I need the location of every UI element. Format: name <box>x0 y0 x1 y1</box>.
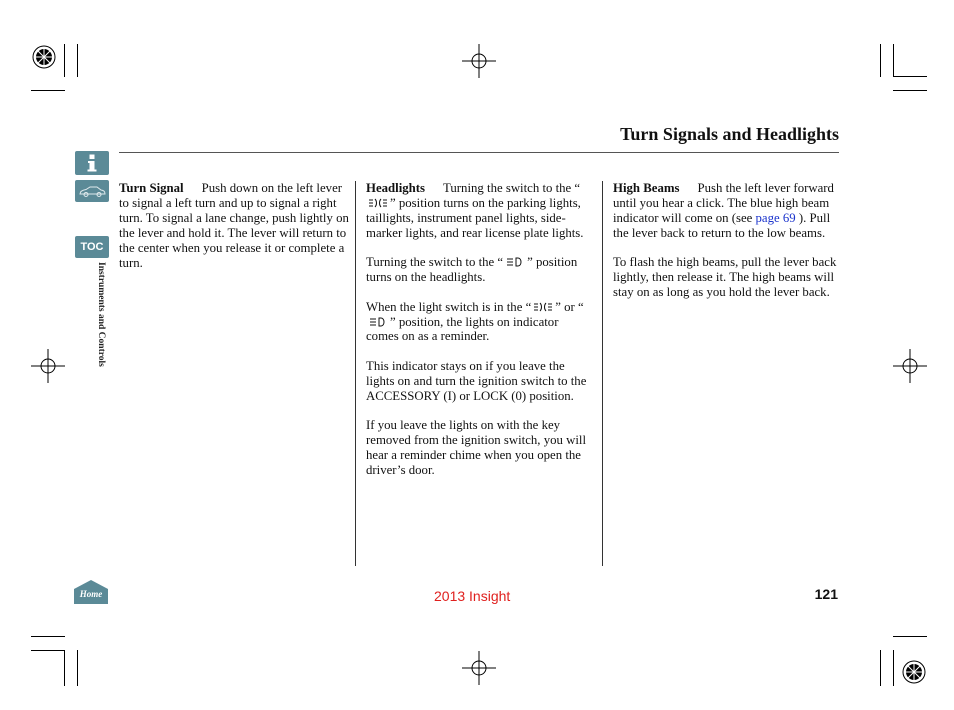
crop-mark <box>880 650 881 686</box>
home-button[interactable] <box>74 580 108 604</box>
high-beams-paragraph <box>613 181 839 241</box>
registration-starburst-icon <box>901 659 927 685</box>
info-button[interactable] <box>75 151 109 175</box>
high-beams-text: Push the left lever forward until you hear a click. The blue high beam indicator will come on (see <box>613 181 834 225</box>
column-divider <box>355 181 356 566</box>
headlights-text: ” or “ <box>555 299 584 314</box>
crop-mark <box>893 76 927 77</box>
headlight-icon <box>368 317 388 327</box>
crop-mark <box>893 90 927 91</box>
turn-signal-column <box>119 181 349 285</box>
headlights-paragraph: If you leave the lights on with the key removed from the ignition switch, you will hear a reminder chime when you open the driver’s door. <box>366 418 587 477</box>
crop-mark <box>77 650 78 686</box>
model-name: 2013 Insight <box>434 588 511 604</box>
crop-mark <box>31 90 65 91</box>
headlights-paragraph <box>366 255 594 285</box>
car-icon <box>77 184 107 198</box>
parking-lights-icon <box>368 198 388 208</box>
headlights-paragraph <box>366 300 594 345</box>
headlight-icon <box>505 257 525 267</box>
headlights-text: Turning the switch to the “ <box>443 181 581 195</box>
headlights-text: ” position, the lights on indicator comes on as a reminder. <box>366 314 559 344</box>
headlights-text: ” position turns on the headlights. <box>366 255 578 285</box>
page-69-link[interactable]: page 69 <box>755 210 796 225</box>
crop-mark <box>31 650 65 651</box>
registration-crosshair-icon <box>462 44 496 78</box>
crop-mark <box>893 44 894 77</box>
crop-mark <box>64 44 65 77</box>
column-divider <box>602 181 603 566</box>
info-icon <box>86 154 98 172</box>
headlights-text: ” position turns on the parking lights, taillights, instrument panel lights, side-marker lights, and rear license plate lights. <box>366 195 584 240</box>
home-label: Home <box>79 589 103 599</box>
crop-mark <box>31 636 65 637</box>
section-label: Instruments and Controls <box>96 262 106 367</box>
car-view-button[interactable] <box>75 180 109 202</box>
high-beams-paragraph: To flash the high beams, pull the lever back lightly, then release it. The high beams will stay on as long as you hold the lever back. <box>613 255 837 300</box>
headlights-paragraph <box>366 181 594 241</box>
crop-mark <box>64 650 65 686</box>
headlights-paragraph: This indicator stays on if you leave the lights on and turn the ignition switch to the ACCESSORY (I) or LOCK (0) position. <box>366 358 587 403</box>
crop-mark <box>893 650 894 686</box>
registration-crosshair-icon <box>462 651 496 685</box>
high-beams-column <box>613 181 839 315</box>
title-divider <box>119 152 839 153</box>
parking-lights-icon <box>533 302 553 312</box>
page-number: 121 <box>814 586 838 602</box>
high-beams-heading: High Beams <box>613 181 680 195</box>
turn-signal-paragraph <box>119 181 349 270</box>
registration-starburst-icon <box>31 44 57 70</box>
headlights-column <box>366 181 594 492</box>
crop-mark <box>880 44 881 77</box>
registration-crosshair-icon <box>893 349 927 383</box>
headlights-heading: Headlights <box>366 181 426 195</box>
headlights-text: Turning the switch to the “ <box>366 255 504 270</box>
headlights-text: When the light switch is in the “ <box>366 299 532 314</box>
turn-signal-heading: Turn Signal <box>119 181 184 195</box>
turn-signal-text: Push down on the left lever to signal a left turn and up to signal a right turn. To signal a lane change, push lightly on the lever and hold it. The lever will return to the center when you release it or complete a turn. <box>119 181 349 270</box>
toc-button[interactable]: TOC <box>75 236 109 258</box>
crop-mark <box>77 44 78 77</box>
page-title: Turn Signals and Headlights <box>620 124 839 144</box>
registration-crosshair-icon <box>31 349 65 383</box>
crop-mark <box>893 636 927 637</box>
high-beams-text: ). Pull the lever back to return to the low beams. <box>613 210 831 240</box>
